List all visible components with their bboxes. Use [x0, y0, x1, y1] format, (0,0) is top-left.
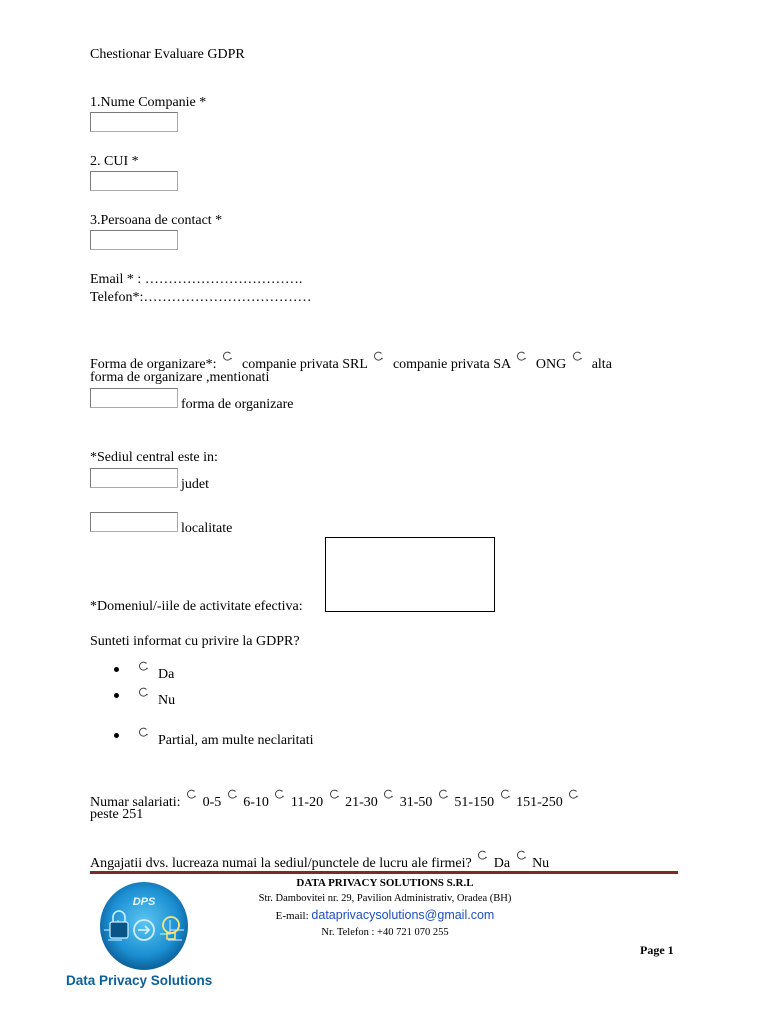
org-option-srl: companie privata SRL — [241, 357, 368, 372]
city-input[interactable] — [90, 512, 178, 532]
radio-icon — [516, 351, 527, 362]
footer-phone: Nr. Telefon : +40 721 070 255 — [321, 927, 449, 938]
employees-option: 11-20 — [290, 795, 324, 810]
org-form-line2: forma de organizare ,mentionati — [90, 370, 270, 385]
cui-label: 2. CUI * — [90, 154, 139, 169]
radio-icon — [138, 661, 149, 672]
org-option-other: alta — [591, 357, 612, 372]
company-name-input[interactable] — [90, 112, 178, 132]
page-number: Page 1 — [640, 943, 674, 957]
radio-icon — [500, 789, 511, 800]
logo-text: DPS — [132, 896, 156, 908]
radio-emp-2[interactable] — [274, 789, 285, 800]
employees-option: 0-5 — [202, 795, 222, 810]
cui-input[interactable] — [90, 171, 178, 191]
workplace-option-nu: Nu — [532, 856, 550, 871]
activity-textarea[interactable] — [325, 537, 495, 612]
org-option-ong: ONG — [535, 357, 567, 372]
radio-emp-7[interactable] — [568, 789, 579, 800]
employees-option: 31-50 — [399, 795, 433, 810]
radio-workplace-nu[interactable] — [516, 850, 527, 861]
footer-divider — [90, 871, 678, 874]
activity-label: *Domeniul/-iile de activitate efectiva: — [90, 599, 303, 614]
radio-other[interactable] — [572, 351, 583, 362]
radio-emp-1[interactable] — [227, 789, 238, 800]
radio-icon — [186, 789, 197, 800]
gdpr-option-da: Da — [158, 667, 175, 682]
county-label: judet — [181, 477, 209, 492]
radio-gdpr-da[interactable] — [138, 661, 149, 672]
city-label: localitate — [181, 521, 233, 536]
org-option-sa: companie privata SA — [392, 357, 511, 372]
workplace-row — [90, 850, 549, 872]
gdpr-option-partial-row — [136, 727, 314, 749]
footer-email-link[interactable]: dataprivacysolutions@gmail.com — [311, 908, 495, 922]
email-line: Email * : ……………………………. — [90, 272, 303, 287]
phone-line: Telefon*:……………………………… — [90, 290, 312, 305]
employees-row — [90, 789, 581, 811]
footer-address: Str. Dambovitei nr. 29, Pavilion Administrativ, Oradea (BH) — [258, 893, 512, 904]
gdpr-question: Sunteti informat cu privire la GDPR? — [90, 634, 300, 649]
footer-email-row — [205, 908, 565, 922]
radio-icon — [227, 789, 238, 800]
org-form-input[interactable] — [90, 388, 178, 408]
bullet-dot — [114, 693, 119, 698]
radio-icon — [572, 351, 583, 362]
radio-icon — [438, 789, 449, 800]
radio-workplace-da[interactable] — [477, 850, 488, 861]
org-form-label: Forma de organizare*: — [90, 357, 217, 372]
workplace-option-da: Da — [493, 856, 511, 871]
employees-option: 21-30 — [345, 795, 378, 810]
radio-icon — [274, 789, 285, 800]
radio-emp-4[interactable] — [383, 789, 394, 800]
radio-emp-3[interactable] — [329, 789, 340, 800]
county-input[interactable] — [90, 468, 178, 488]
gdpr-option-nu-row — [136, 687, 175, 709]
workplace-question: Angajatii dvs. lucreaza numai la sediul/punctele de lucru ale firmei? — [90, 856, 472, 871]
hq-label: *Sediul central este in: — [90, 450, 218, 465]
document-title: Chestionar Evaluare GDPR — [90, 47, 245, 62]
radio-icon — [222, 351, 233, 362]
radio-icon — [373, 351, 384, 362]
radio-gdpr-partial[interactable] — [138, 727, 149, 738]
radio-sa[interactable] — [373, 351, 384, 362]
radio-icon — [477, 850, 488, 861]
employees-label: Numar salariati: — [90, 795, 181, 810]
contact-person-input[interactable] — [90, 230, 178, 250]
radio-emp-5[interactable] — [438, 789, 449, 800]
dps-logo — [88, 880, 200, 972]
org-form-field-label: forma de organizare — [181, 397, 294, 412]
radio-emp-0[interactable] — [186, 789, 197, 800]
company-name-label: 1.Nume Companie * — [90, 95, 207, 110]
radio-emp-6[interactable] — [500, 789, 511, 800]
radio-icon — [138, 687, 149, 698]
bullet-dot — [114, 733, 119, 738]
radio-icon — [383, 789, 394, 800]
employees-option: 151-250 — [516, 795, 563, 810]
radio-srl[interactable] — [222, 351, 233, 362]
radio-icon — [568, 789, 579, 800]
radio-ong[interactable] — [516, 351, 527, 362]
dps-logo-icon — [88, 880, 200, 972]
footer-email-label: E-mail: — [275, 910, 309, 922]
footer-company: DATA PRIVACY SOLUTIONS S.R.L — [296, 877, 474, 889]
logo-caption: Data Privacy Solutions — [66, 973, 213, 988]
gdpr-option-da-row — [136, 661, 174, 683]
employees-option: 6-10 — [243, 795, 269, 810]
employees-option-last: peste 251 — [90, 807, 144, 822]
radio-gdpr-nu[interactable] — [138, 687, 149, 698]
gdpr-option-nu: Nu — [158, 693, 176, 708]
radio-icon — [516, 850, 527, 861]
radio-icon — [329, 789, 340, 800]
gdpr-option-partial: Partial, am multe neclaritati — [158, 733, 314, 748]
bullet-dot — [114, 667, 119, 672]
contact-person-label: 3.Persoana de contact * — [90, 213, 223, 228]
employees-option: 51-150 — [454, 795, 495, 810]
radio-icon — [138, 727, 149, 738]
